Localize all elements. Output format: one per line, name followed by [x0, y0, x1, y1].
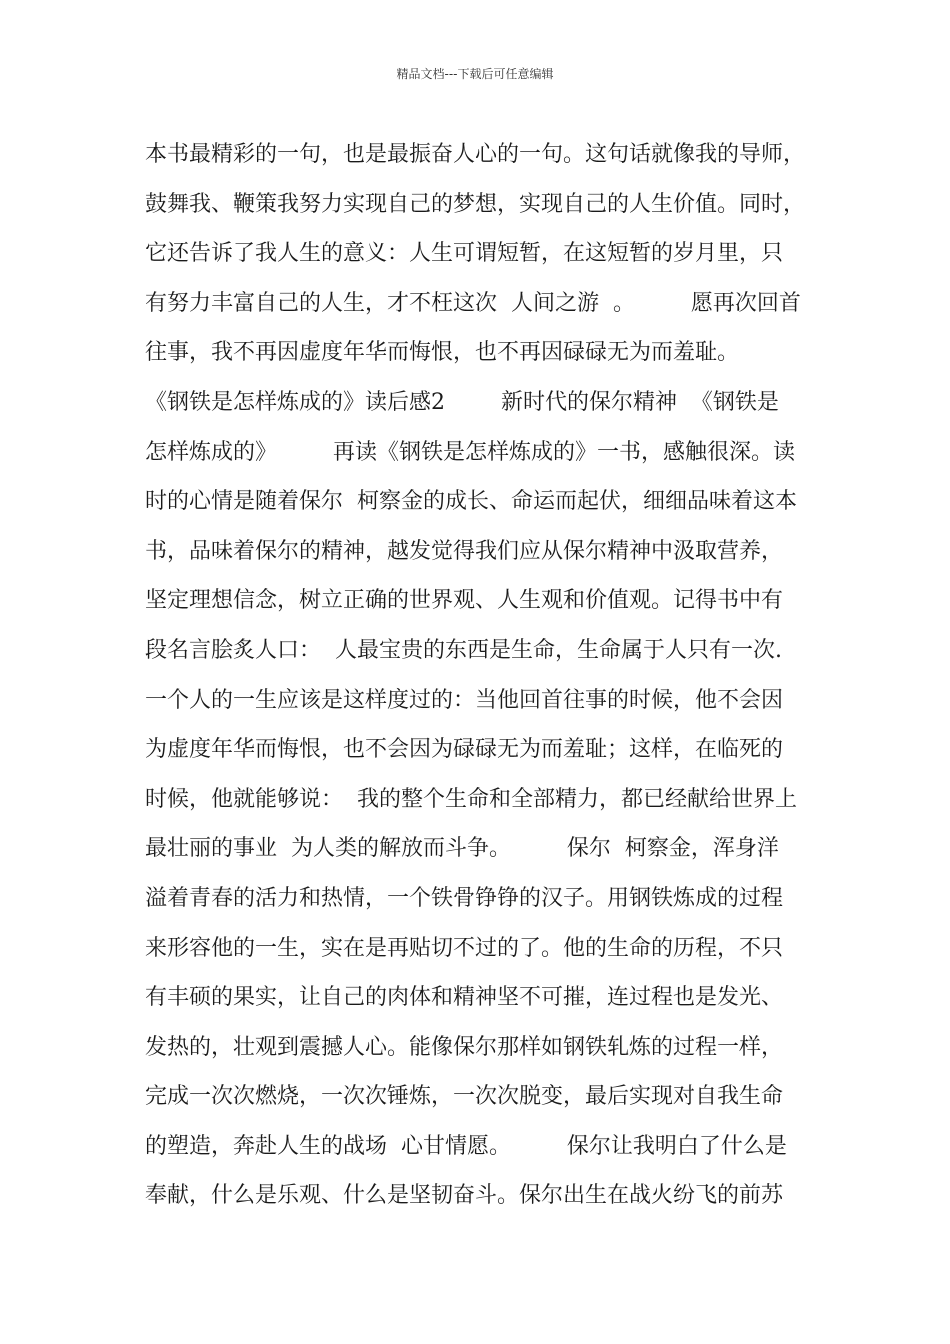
page-header: 精品文档---下载后可任意编辑: [396, 67, 554, 81]
document-body: [145, 130, 825, 1221]
text-line: 一个人的一生应该是这样度过的：当他回首往事的时候，他不会因: [145, 687, 784, 713]
text-line: 它还告诉了我人生的意义：人生可谓短暂，在这短暂的岁月里，只: [145, 241, 784, 267]
text-line: 《钢铁是怎样炼成的》读后感2 新时代的保尔精神 《钢铁是: [145, 389, 779, 415]
text-line: 怎样炼成的》 再读《钢铁是怎样炼成的》一书，感触很深。读: [145, 439, 795, 465]
text-line: 完成一次次燃烧，一次次锤炼，一次次脱变，最后实现对自我生命: [145, 1084, 784, 1110]
text-line: 时候，他就能够说： 我的整个生命和全部精力，都已经献给世界上: [145, 786, 797, 812]
text-line: 溢着青春的活力和热情，一个铁骨铮铮的汉子。用钢铁炼成的过程: [145, 885, 784, 911]
text-line: 有努力丰富自己的人生，才不枉这次 人间之游 。 愿再次回首: [145, 290, 801, 316]
text-line: 奉献，什么是乐观、什么是坚韧奋斗。保尔出生在战火纷飞的前苏: [145, 1183, 784, 1209]
text-line: 坚定理想信念，树立正确的世界观、人生观和价值观。记得书中有: [145, 588, 784, 614]
text-line: 来形容他的一生，实在是再贴切不过的了。他的生命的历程，不只: [145, 935, 784, 961]
text-line: 段名言脍炙人口： 人最宝贵的东西是生命，生命属于人只有一次.: [145, 637, 782, 663]
text-line: 发热的，壮观到震撼人心。能像保尔那样如钢铁轧炼的过程一样，: [145, 1034, 784, 1060]
text-line: 为虚度年华而悔恨，也不会因为碌碌无为而羞耻；这样，在临死的: [145, 737, 784, 763]
text-line: 有丰硕的果实，让自己的肉体和精神坚不可摧，连过程也是发光、: [145, 985, 784, 1011]
text-line: 的塑造，奔赴人生的战场 心甘情愿。 保尔让我明白了什么是: [145, 1133, 787, 1159]
text-line: 鼓舞我、鞭策我努力实现自己的梦想，实现自己的人生价值。同时，: [145, 191, 806, 217]
text-line: 时的心情是随着保尔 柯察金的成长、命运而起伏，细细品味着这本: [145, 489, 797, 515]
text-line: 最壮丽的事业 为人类的解放而斗争。 保尔 柯察金，浑身洋: [145, 836, 779, 862]
text-line: 本书最精彩的一句，也是最振奋人心的一句。这句话就像我的导师，: [145, 142, 806, 167]
text-line: 往事，我不再因虚度年华而悔恨，也不再因碌碌无为而羞耻。: [145, 340, 740, 366]
text-line: 书，品味着保尔的精神，越发觉得我们应从保尔精神中汲取营养，: [145, 538, 784, 564]
